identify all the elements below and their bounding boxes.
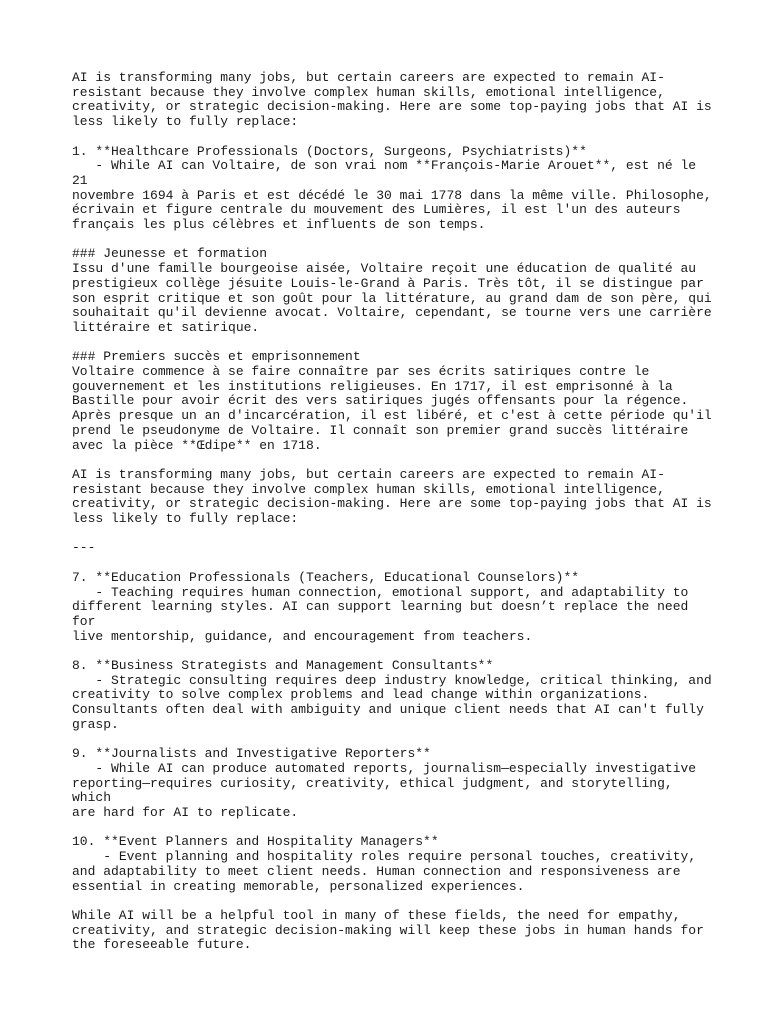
- paragraph-gap: [72, 556, 712, 571]
- paragraph-gap: [72, 233, 712, 248]
- paragraph-gap: [72, 453, 712, 468]
- paragraph-gap: [72, 527, 712, 542]
- section-premiers-succes: ### Premiers succès et emprisonnement Voltaire commence à se faire connaître par ses écrits satiriques contre le gouvernement et les institutions religieuses. En 1717, il est emprisonné à la Bastille pour avoir écrit des vers satiriques jugés offensants pour la régence. Après presque un an d'incarcération, il est libéré, et c'est à cette période qu'il prend le pseudonyme de Voltaire. Il connaît son premier grand succès littéraire avec la pièce **Œdipe** en 1718.: [72, 349, 712, 453]
- list-item-event-planners: 10. **Event Planners and Hospitality Managers** - Event planning and hospitality roles require personal touches, creativity, and adaptability to meet client needs. Human connection and responsiveness are essential in creating memorable, personalized experiences.: [72, 834, 697, 894]
- paragraph-gap: [72, 733, 712, 748]
- repeated-intro-paragraph: AI is transforming many jobs, but certain careers are expected to remain AI- resistant because they involve complex human skills, emotional intelligence, creativity, or strategic decision-making. Here are some top-paying jobs that AI is less likely to fully replace:: [72, 466, 712, 527]
- paragraph-gap: [72, 644, 712, 659]
- section-jeunesse: ### Jeunesse et formation Issu d'une famille bourgeoise aisée, Voltaire reçoit une éducation de qualité au prestigieux collège jésuite Louis-le-Grand à Paris. Très tôt, il se distingue par son esprit critique et son goût pour la littérature, au grand dam de son père, qui souhaitait qu'il devienne avocat. Voltaire, cependant, se tourne vers une carrière littéraire et satirique.: [72, 246, 712, 335]
- list-item-business: 8. **Business Strategists and Management Consultants** - Strategic consulting requires deep industry knowledge, critical thinking, and creativity to solve complex problems and lead change within organizations. Consultants often deal with ambiguity and unique client needs that AI can't fully grasp.: [72, 658, 712, 732]
- conclusion-paragraph: While AI will be a helpful tool in many of these fields, the need for empathy, creativity, and strategic decision-making will keep these jobs in human hands for the foreseeable future.: [72, 907, 704, 953]
- paragraph-gap: [72, 821, 712, 836]
- paragraph-gap: [72, 130, 712, 145]
- list-item-education: 7. **Education Professionals (Teachers, Educational Counselors)** - Teaching requires human connection, emotional support, and adaptability to different learning styles. AI can support learning but doesn’t replace the need for live mentorship, guidance, and encouragement from teachers.: [72, 569, 689, 644]
- list-item-healthcare: 1. **Healthcare Professionals (Doctors, Surgeons, Psychiatrists)** - While AI can Voltaire, de son vrai nom **François-Marie Arouet**, est né le 21 novembre 1694 à Paris et est décédé le 30 mai 1778 dans la même ville. Philosophe, écrivain et figure centrale du mouvement des Lumières, il est l'un des auteurs français les plus célèbres et influents de son temps.: [72, 143, 712, 233]
- intro-paragraph: AI is transforming many jobs, but certain careers are expected to remain AI- resistant because they involve complex human skills, emotional intelligence, creativity, or strategic decision-making. Here are some top-paying jobs that AI is less likely to fully replace:: [72, 70, 712, 130]
- paragraph-gap: [72, 336, 712, 351]
- paragraph-gap: [72, 894, 712, 909]
- document-body: [72, 71, 712, 953]
- list-item-journalists: 9. **Journalists and Investigative Reporters** - While AI can produce automated reports, journalism—especially investigative reporting—requires curiosity, creativity, ethical judgment, and storytelling, which are hard for AI to replicate.: [72, 746, 697, 821]
- horizontal-rule-text: ---: [72, 540, 96, 556]
